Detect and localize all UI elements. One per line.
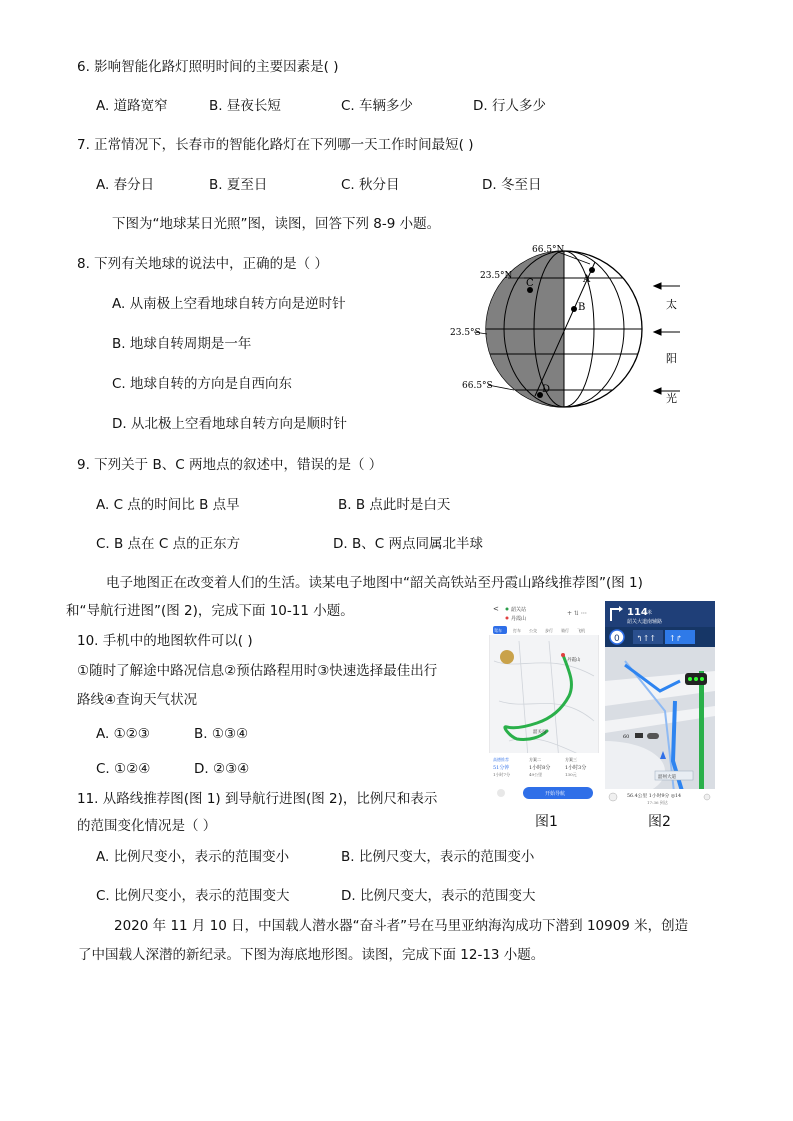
svg-text:<: < [493, 605, 499, 613]
route-map-screenshot [489, 601, 599, 807]
tab-taxi: 打车 [513, 628, 521, 633]
q10-stem: 10. 手机中的地图软件可以( ) [77, 633, 253, 649]
sun-char-1: 太 [666, 298, 677, 311]
sun-char-3: 光 [666, 392, 677, 405]
q8-option-b: B. 地球自转周期是一年 [112, 336, 252, 352]
globe-illumination-figure [440, 238, 700, 418]
route-3-info: 130元 [565, 772, 577, 777]
lat-235n: 23.5°N [480, 271, 513, 281]
lat-66n: 66.5°N [532, 245, 565, 255]
route-1-time: 51分钟 [493, 765, 510, 771]
point-b: B [578, 302, 586, 313]
route-from: 韶关站 [511, 607, 527, 613]
tab-plane: 飞机 [577, 628, 585, 633]
q6-option-c: C. 车辆多少 [341, 98, 414, 114]
sun-char-2: 阳 [666, 352, 677, 365]
route-to: 丹霞山 [511, 616, 527, 622]
q6-option-a: A. 道路宽窄 [96, 98, 168, 114]
q10-body-2: 路线④查询天气状况 [77, 692, 198, 708]
q11-option-c: C. 比例尺变小，表示的范围变大 [96, 888, 290, 904]
q8-option-c: C. 地球自转的方向是自西向东 [112, 376, 293, 392]
intro-10-11-line1: 电子地图正在改变着人们的生活。读某电子地图中“韶关高铁站至丹霞山路线推荐图”(图 1) [106, 575, 643, 591]
q8-stem: 8. 下列有关地球的说法中，正确的是（ ） [77, 256, 328, 272]
tab-bus: 公交 [529, 628, 537, 633]
q11-stem-1: 11. 从路线推荐图(图 1) 到导航行进图(图 2)，比例尺和表示 [77, 791, 438, 807]
lat-235s: 23.5°S [450, 328, 481, 338]
svg-text:↑↱: ↑↱ [669, 634, 683, 643]
figure-2-caption: 图2 [648, 814, 671, 830]
night-hemisphere [480, 238, 564, 418]
route-1-label: 高德推荐 [493, 757, 509, 762]
q7-option-b: B. 夏至日 [209, 177, 268, 193]
q9-option-b: B. B 点此时是白天 [338, 497, 451, 513]
route-1-info: 1小时7分 [493, 772, 511, 777]
q6-option-b: B. 昼夜长短 [209, 98, 281, 114]
q8-option-d: D. 从北极上空看地球自转方向是顺时针 [112, 416, 347, 432]
lat-66s: 66.5°S [462, 381, 493, 391]
nav-road: 韶关大道南辅路 [627, 619, 663, 625]
nav-speed: 60 [623, 734, 630, 740]
intro-10-11-line2: 和“导航行进图”(图 2)，完成下面 10-11 小题。 [66, 603, 354, 619]
nav-limit: 0 [614, 634, 620, 644]
intro-12-13-line1: 2020 年 11 月 10 日，中国载人潜水器“奋斗者”号在马里亚纳海沟成功下潜到 10909 米，创造 [114, 918, 689, 934]
nav-eta: 17:36 到达 [647, 800, 668, 805]
q10-option-c: C. ①②④ [96, 761, 151, 777]
q11-stem-2: 的范围变化情况是（ ） [77, 818, 217, 834]
start-navigation-label: 开始导航 [545, 791, 566, 797]
route-2-label: 方案二 [529, 757, 541, 762]
point-c: C [526, 278, 534, 289]
map-place-1: 丹霞山 [567, 658, 581, 663]
q11-option-b: B. 比例尺变大，表示的范围变小 [341, 849, 535, 865]
q6-option-d: D. 行人多少 [473, 98, 546, 114]
route-2-time: 1小时8分 [529, 765, 551, 771]
q11-option-d: D. 比例尺变大，表示的范围变大 [341, 888, 536, 904]
route-3-label: 方案三 [565, 757, 577, 762]
route-3-time: 1小时3分 [565, 765, 587, 771]
intro-12-13-line2: 了中国载人深潜的新纪录。下图为海底地形图。读图，完成下面 12-13 小题。 [78, 947, 545, 963]
nav-road-2: 韶州大道 [658, 775, 676, 780]
nav-distance: 114 [627, 607, 648, 618]
q9-option-d: D. B、C 两点同属北半球 [333, 536, 483, 552]
intro-8-9: 下图为“地球某日光照”图，读图，回答下列 8-9 小题。 [112, 216, 441, 232]
route-2-info: 49公里 [529, 772, 543, 777]
q7-option-c: C. 秋分目 [341, 177, 400, 193]
tab-walk: 步行 [545, 628, 553, 633]
tab-drive: 驾车 [494, 628, 502, 633]
q10-option-a: A. ①②③ [96, 726, 150, 742]
q10-body-1: ①随时了解途中路况信息②预估路程用时③快速选择最佳出行 [77, 663, 438, 679]
q10-option-d: D. ②③④ [194, 761, 250, 777]
q7-stem: 7. 正常情况下，长春市的智能化路灯在下列哪一天工作时间最短( ) [77, 137, 474, 153]
q11-option-a: A. 比例尺变小，表示的范围变小 [96, 849, 290, 865]
q9-option-a: A. C 点的时间比 B 点早 [96, 497, 240, 513]
nav-summary: 56.4公里 1小时9分 ◎14 [627, 794, 682, 799]
figure-1-caption: 图1 [535, 814, 558, 830]
navigation-screenshot [605, 601, 715, 807]
q7-option-a: A. 春分日 [96, 177, 155, 193]
map-place-2: 韶关站 [533, 730, 547, 735]
point-d: D [542, 384, 551, 395]
point-a: A [583, 274, 591, 285]
q8-option-a: A. 从南极上空看地球自转方向是逆时针 [112, 296, 346, 312]
svg-text:+ ⇅ ⋯: + ⇅ ⋯ [567, 610, 587, 617]
q10-option-b: B. ①③④ [194, 726, 249, 742]
tab-bike: 骑行 [561, 628, 569, 633]
nav-distance-unit: 米 [647, 610, 653, 616]
svg-text:↰↑↑: ↰↑↑ [636, 634, 657, 643]
q9-option-c: C. B 点在 C 点的正东方 [96, 536, 241, 552]
q7-option-d: D. 冬至日 [482, 177, 542, 193]
q9-stem: 9. 下列关于 B、C 两地点的叙述中，错误的是（ ） [77, 457, 383, 473]
q6-stem: 6. 影响智能化路灯照明时间的主要因素是( ) [77, 59, 339, 75]
